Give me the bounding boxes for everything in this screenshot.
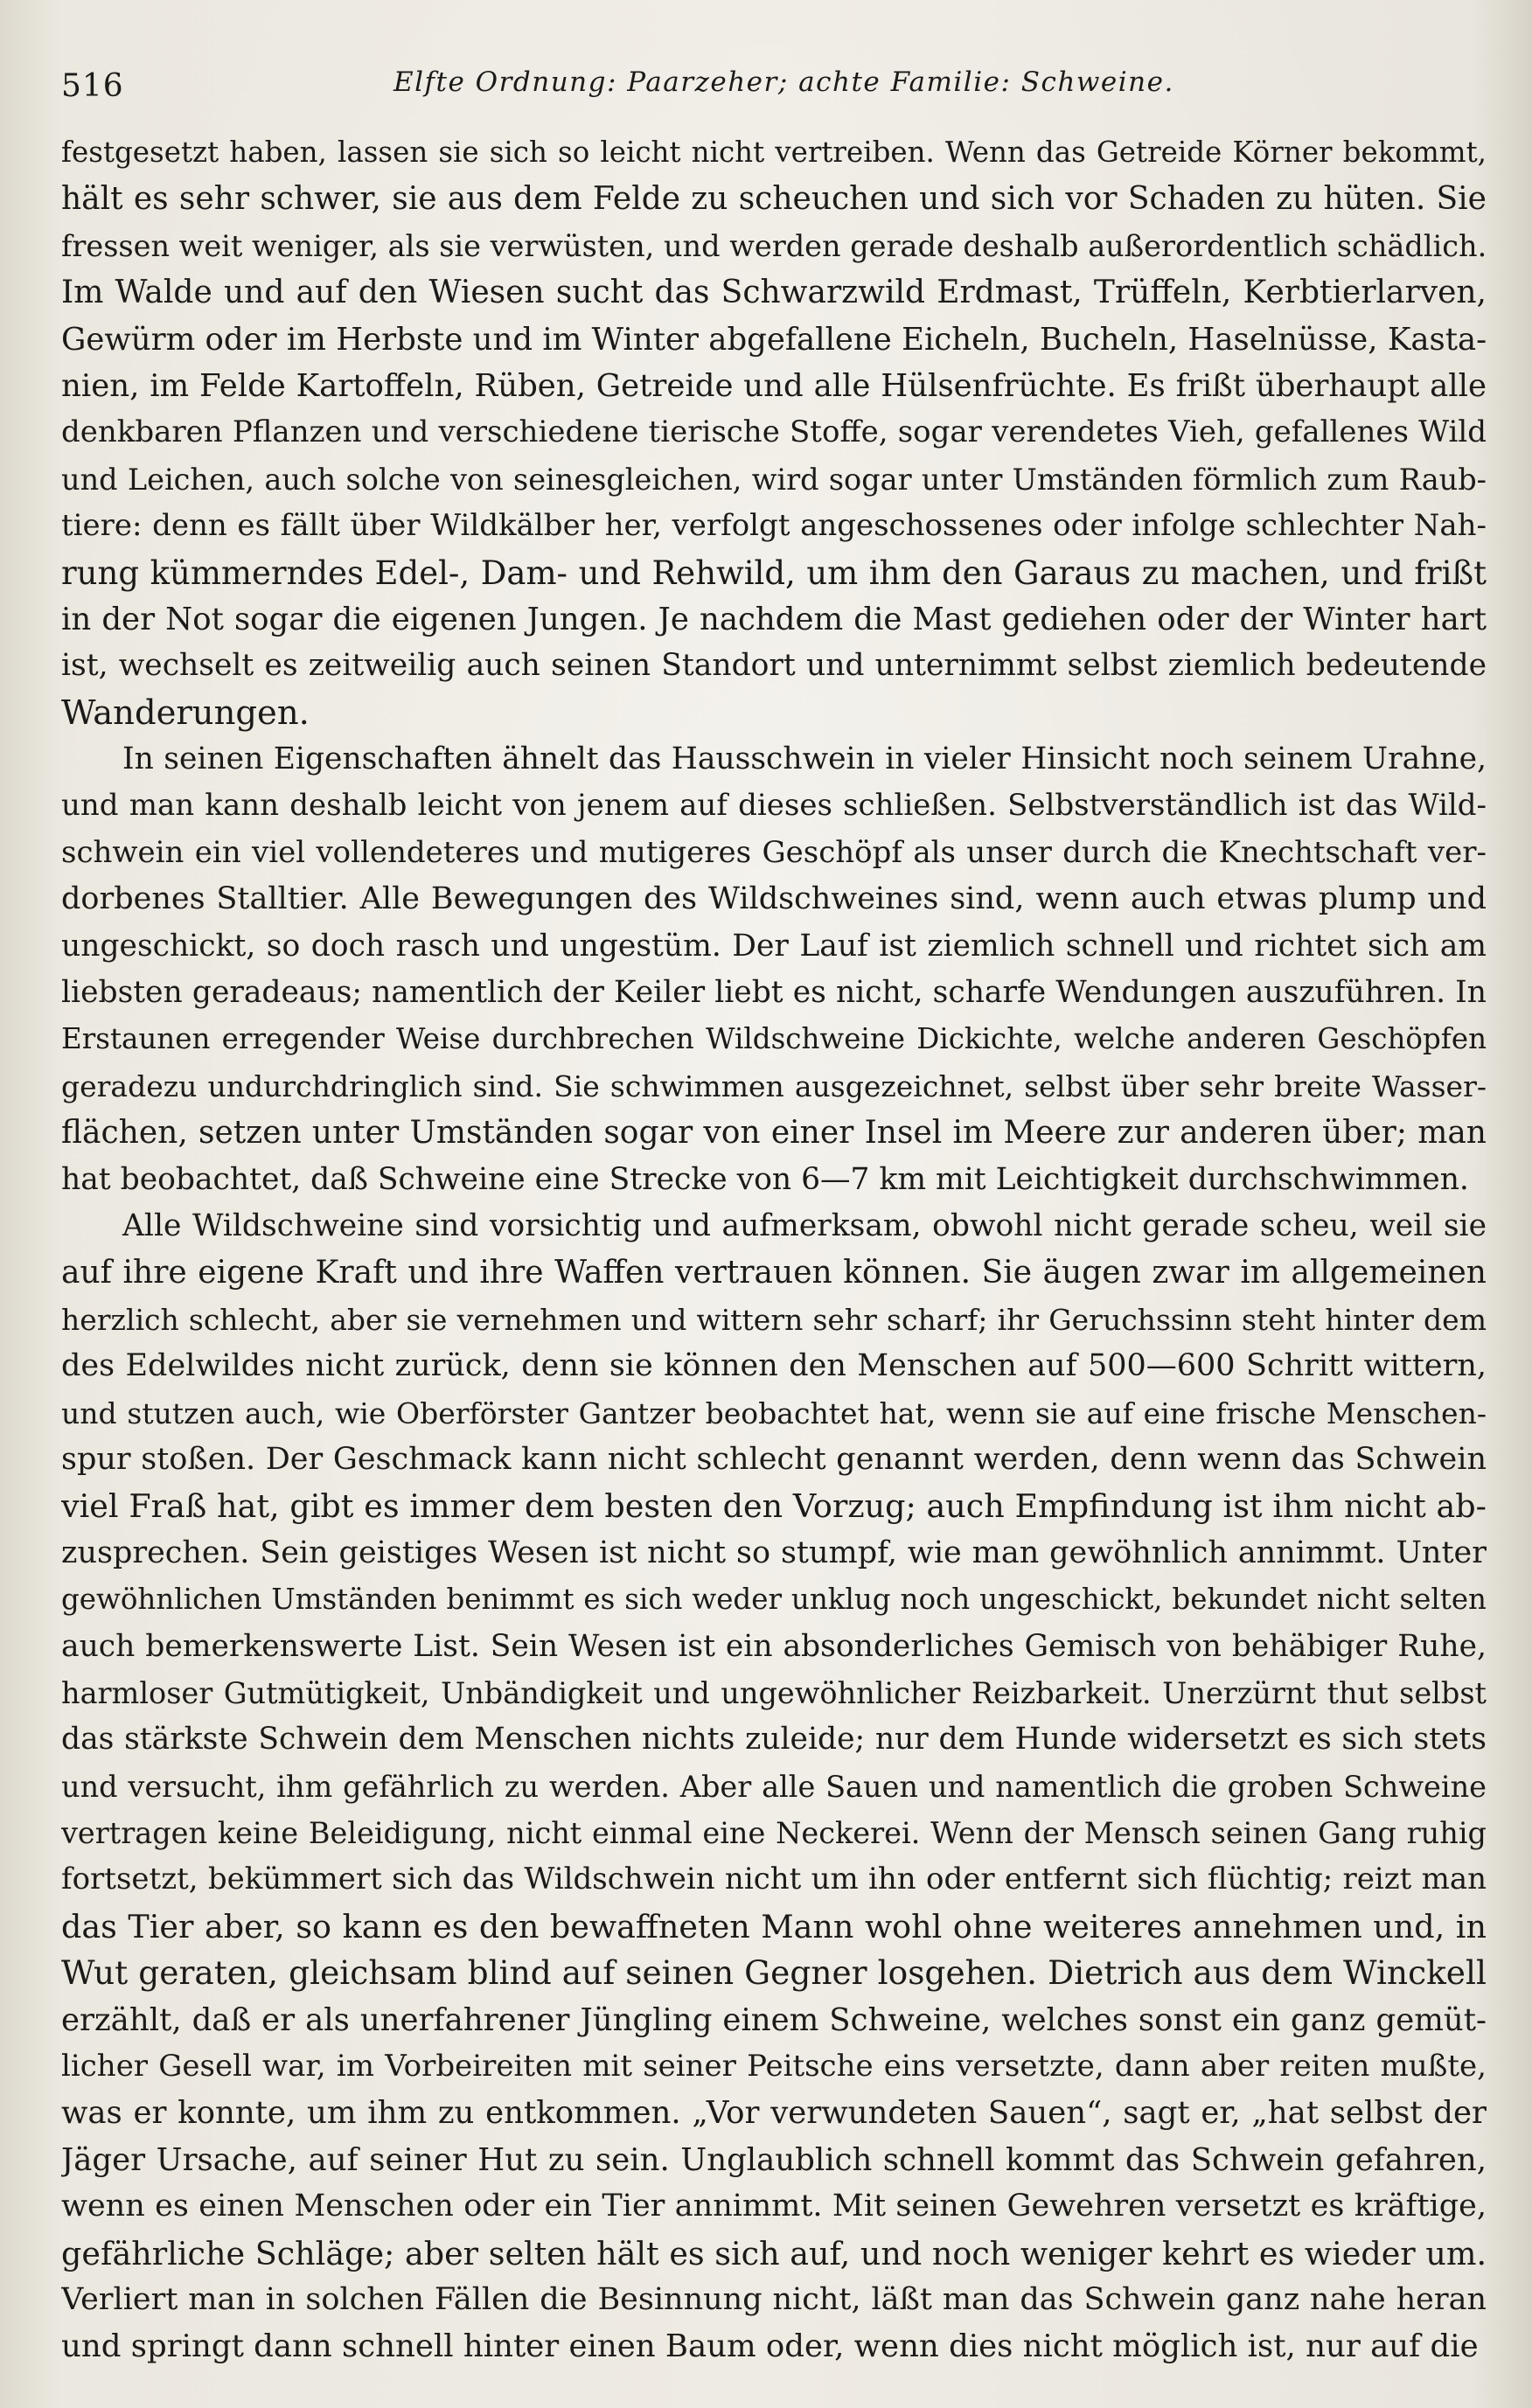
text-line: flächen, setzen unter Umständen sogar von einer Insel im Meere zur anderen über; man — [61, 1115, 1487, 1152]
text-line: dorbenes Stalltier. Alle Bewegungen des Wildschweines sind, wenn auch etwas plump und — [61, 881, 1487, 917]
text-line: das Tier aber, so kann es den bewaffneten Mann wohl ohne weiteres annehmen und, in — [61, 1907, 1487, 1945]
text-line: in der Not sogar die eigenen Jungen. Je nachdem die Mast gediehen oder der Winter hart — [61, 601, 1487, 637]
body-text — [61, 129, 1487, 2370]
text-line: vertragen keine Beleidigung, nicht einmal eine Neckerei. Wenn der Mensch seinen Gang ruhig — [61, 1816, 1487, 1851]
paragraph — [61, 1203, 1487, 2370]
text-line: auch bemerkenswerte List. Sein Wesen ist ein absonderliches Gemisch von behäbiger Ruhe, — [61, 1628, 1487, 1664]
text-line: gewöhnlichen Umständen benimmt es sich weder unklug noch ungeschickt, bekundet nicht selten — [61, 1583, 1487, 1617]
text-line: harmloser Gutmütigkeit, Unbändigkeit und ungewöhnlicher Reizbarkeit. Unerzürnt thut selbst — [61, 1675, 1487, 1710]
text-line: festgesetzt haben, lassen sie sich so leicht nicht vertreiben. Wenn das Getreide Körner bekommt, — [61, 136, 1487, 169]
text-line: In seinen Eigenschaften ähnelt das Hausschwein in vieler Hinsicht noch seinem Urahne, — [122, 741, 1487, 777]
text-line: gefährliche Schläge; aber selten hält es sich auf, und noch weniger kehrt es wieder um. — [61, 2234, 1487, 2272]
text-line: fortsetzt, bekümmert sich das Wildschwein nicht um ihn oder entfernt sich flüchtig; reizt man — [61, 1862, 1487, 1897]
text-line: Erstaunen erregender Weise durchbrechen Wildschweine Dickichte, welche anderen Geschöpfen — [61, 1022, 1487, 1056]
text-line: viel Fraß hat, gibt es immer dem besten den Vorzug; auch Empfindung ist ihm nicht ab- — [61, 1487, 1487, 1526]
text-line: Verliert man in solchen Fällen die Besinnung nicht, läßt man das Schwein ganz nahe heran — [61, 2281, 1487, 2317]
text-line: Gewürm oder im Herbste und im Winter abgefallene Eicheln, Bucheln, Haselnüsse, Kasta- — [61, 321, 1487, 358]
text-line: ist, wechselt es zeitweilig auch seinen Standort und unternimmt selbst ziemlich bedeutende — [61, 648, 1487, 684]
text-line: erzählt, daß er als unerfahrener Jüngling einem Schweine, welches sonst ein ganz gemüt- — [61, 2001, 1487, 2038]
text-line: hält es sehr schwer, sie aus dem Felde zu scheuchen und sich vor Schaden zu hüten. Sie — [61, 181, 1487, 218]
text-line: und Leichen, auch solche von seinesgleichen, wird sogar unter Umständen förmlich zum Raub- — [61, 462, 1487, 497]
text-line: und versucht, ihm gefährlich zu werden. Aber alle Sauen und namentlich die groben Schweine — [61, 1769, 1487, 1804]
text-line: hat beobachtet, daß Schweine eine Strecke von 6—7 km mit Leichtigkeit durchschwimmen. — [61, 1161, 1469, 1197]
text-line: auf ihre eigene Kraft und ihre Waffen vertrauen können. Sie äugen zwar im allgemeinen — [61, 1255, 1487, 1291]
text-line: spur stoßen. Der Geschmack kann nicht schlecht genannt werden, denn wenn das Schwein — [61, 1441, 1487, 1477]
text-line: tiere: denn es fällt über Wildkälber her, verfolgt angeschossenes oder infolge schlechter Nah- — [61, 508, 1487, 544]
text-line: Wanderungen. — [61, 692, 310, 733]
text-line: und man kann deshalb leicht von jenem auf dieses schließen. Selbstverständlich ist das Wild- — [61, 788, 1487, 824]
running-head: Elfte Ordnung: Paarzeher; achte Familie: Schweine. — [393, 66, 1174, 98]
text-line: und springt dann schnell hinter einen Baum oder, wenn dies nicht möglich ist, nur auf die — [61, 2328, 1479, 2365]
text-line: das stärkste Schwein dem Menschen nichts zuleide; nur dem Hunde widersetzt es sich stets — [61, 1722, 1487, 1757]
text-line: herzlich schlecht, aber sie vernehmen und wittern sehr scharf; ihr Geruchssinn steht hinter dem — [61, 1302, 1487, 1337]
text-line: schwein ein viel vollendeteres und mutigeres Geschöpf als unser durch die Knechtschaft ver- — [61, 834, 1487, 870]
text-line: ungeschickt, so doch rasch und ungestüm. Der Lauf ist ziemlich schnell und richtet sich am — [61, 928, 1487, 964]
text-line: wenn es einen Menschen oder ein Tier annimmt. Mit seinen Gewehren versetzt es kräftige, — [61, 2189, 1487, 2224]
text-line: liebsten geradeaus; namentlich der Keiler liebt es nicht, scharfe Wendungen auszuführen. In — [61, 975, 1487, 1011]
text-line: zusprechen. Sein geistiges Wesen ist nicht so stumpf, wie man gewöhnlich annimmt. Unter — [61, 1535, 1487, 1570]
text-line: nien, im Felde Kartoffeln, Rüben, Getreide und alle Hülsenfrüchte. Es frißt überhaupt alle — [61, 367, 1487, 404]
page-number: 516 — [61, 68, 124, 104]
text-line: licher Gesell war, im Vorbeireiten mit seiner Peitsche eins versetzte, dann aber reiten mußte, — [61, 2049, 1487, 2084]
text-line: Im Walde und auf den Wiesen sucht das Schwarzwild Erdmast, Trüffeln, Kerbtierlarven, — [61, 275, 1487, 311]
text-line: denkbaren Pflanzen und verschiedene tierische Stoffe, sogar verendetes Vieh, gefallenes Wild — [61, 414, 1487, 450]
text-line: Wut geraten, gleichsam blind auf seinen Gegner losgehen. Dietrich aus dem Winckell — [61, 1953, 1487, 1993]
text-line: fressen weit weniger, als sie verwüsten, und werden gerade deshalb außerordentlich schädlich. — [61, 228, 1487, 263]
text-line: geradezu undurchdringlich sind. Sie schwimmen ausgezeichnet, selbst über sehr breite Wasser- — [61, 1068, 1487, 1103]
text-line: Jäger Ursache, auf seiner Hut zu sein. Unglaublich schnell kommt das Schwein gefahren, — [61, 2141, 1487, 2178]
text-line: Alle Wildschweine sind vorsichtig und aufmerksam, obwohl nicht gerade scheu, weil sie — [122, 1207, 1487, 1243]
paragraph — [61, 736, 1487, 1203]
text-line: und stutzen auch, wie Oberförster Gantzer beobachtet hat, wenn sie auf eine frische Menschen- — [61, 1395, 1487, 1430]
text-line: was er konnte, um ihm zu entkommen. „Vor verwundeten Sauen“, sagt er, „hat selbst der — [61, 2095, 1487, 2132]
paragraph — [61, 129, 1487, 736]
page-header — [61, 61, 1471, 114]
text-line: des Edelwildes nicht zurück, denn sie können den Menschen auf 500—600 Schritt wittern, — [61, 1348, 1487, 1384]
text-line: rung kümmerndes Edel-, Dam- und Rehwild, um ihm den Garaus zu machen, und frißt — [61, 553, 1487, 592]
